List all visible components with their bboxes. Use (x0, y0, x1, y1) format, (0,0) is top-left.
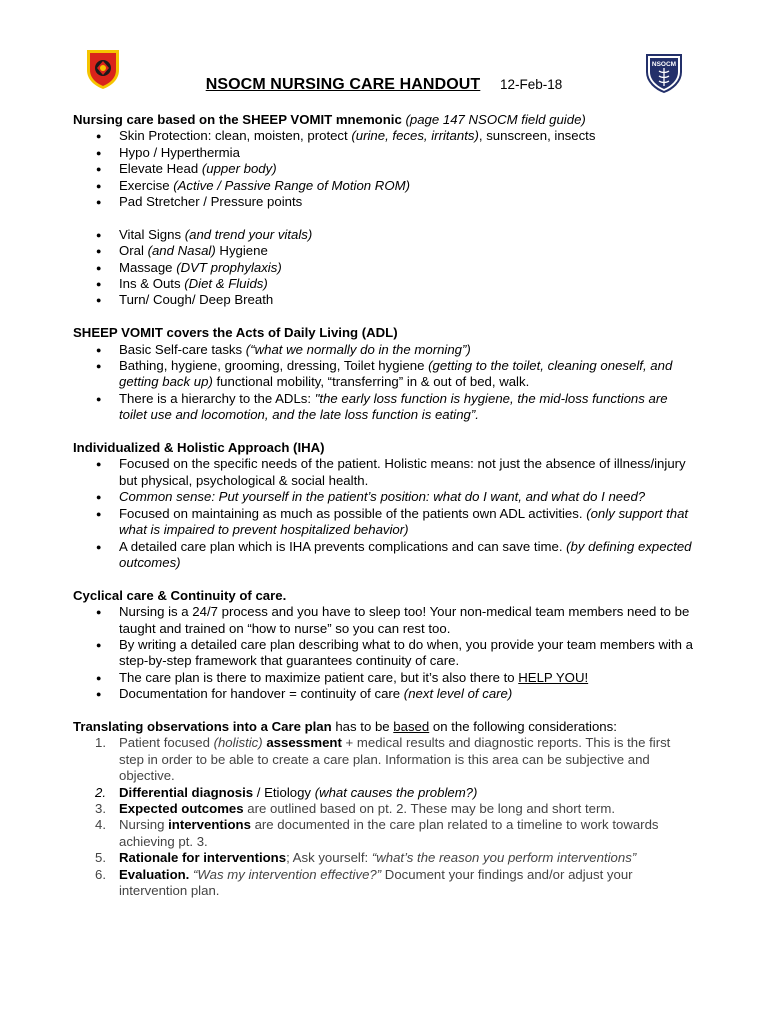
section-title: Nursing care based on the SHEEP VOMIT mnemonic (page 147 NSOCM field guide) (73, 112, 586, 127)
numbered-list (73, 735, 698, 899)
list-item: ● Common sense: Put yourself in the patient’s position: what do I want, and what do I need? (73, 489, 698, 505)
list-item: ● Nursing is a 24/7 process and you have to sleep too! Your non-medical team members need to be taught and trained on “how to nurse” so you can rest too. (73, 604, 698, 637)
section-title: Cyclical care & Continuity of care. (73, 587, 287, 603)
list-item: ● Ins & Outs (Diet & Fluids) (73, 276, 698, 292)
list-item: ● There is a hierarchy to the ADLs: "the early loss function is hygiene, the mid-loss functions are toilet use and locomotion, and the late loss function is eating”. (73, 391, 698, 424)
section-cyclical-care (73, 588, 698, 703)
list-item: 5. Rationale for interventions; Ask yourself: “what’s the reason you perform interventions” (95, 850, 637, 866)
list-item: 6. Evaluation. “Was my intervention effective?” Document your findings and/or adjust your intervention plan. (95, 866, 633, 899)
section-sheep-vomit (73, 112, 698, 309)
handout-header (0, 77, 768, 93)
list-item: ● Pad Stretcher / Pressure points (73, 194, 698, 210)
section-title: SHEEP VOMIT covers the Acts of Daily Living (ADL) (73, 325, 398, 341)
bullet-list (73, 227, 698, 309)
handout-date: 12-Feb-18 (499, 77, 563, 92)
list-item: ● A detailed care plan which is IHA prevents complications and can save time. (by defining expected outcomes) (73, 539, 698, 572)
list-item: ● Turn/ Cough/ Deep Breath (73, 292, 698, 308)
list-item: ● Skin Protection: clean, moisten, protect (urine, feces, irritants), sunscreen, insects (73, 128, 698, 144)
section-iha (73, 440, 698, 571)
list-item: ● Elevate Head (upper body) (73, 161, 698, 177)
bullet-list (73, 128, 698, 210)
section-title: Translating observations into a Care plan has to be based on the following considerations: (73, 718, 617, 734)
list-item: ● The care plan is there to maximize patient care, but it’s also there to HELP YOU! (73, 670, 698, 686)
nsocm-logo-text: NSOCM (651, 61, 677, 68)
list-item: ● Vital Signs (and trend your vitals) (73, 227, 698, 243)
bullet-list (73, 342, 698, 424)
list-item: ● Focused on the specific needs of the patient. Holistic means: not just the absence of illness/injury but physical, psychological & social health. (73, 456, 698, 489)
handout-content (73, 112, 698, 899)
list-item: ● Hypo / Hyperthermia (73, 145, 698, 161)
section-title: Individualized & Holistic Approach (IHA) (73, 440, 325, 456)
page-title: NSOCM NURSING CARE HANDOUT (205, 76, 481, 93)
list-item: ● Bathing, hygiene, grooming, dressing, Toilet hygiene (getting to the toilet, cleaning oneself, and getting back up) functional mobility, “transferring” in & out of bed, walk. (73, 358, 698, 391)
list-item: ● Basic Self-care tasks (“what we normally do in the morning”) (73, 342, 698, 358)
list-item: ● Focused on maintaining as much as possible of the patients own ADL activities. (only support that what is impaired to prevent hospitalized behavior) (73, 506, 698, 539)
bullet-list (73, 456, 698, 571)
list-item: 1. Patient focused (holistic) assessment + medical results and diagnostic reports. This is the first step in order to be able to create a care plan. Information is this area can be subjective and objective. (95, 735, 671, 784)
section-adl (73, 325, 698, 423)
section-care-plan (73, 719, 698, 899)
list-item: ● Oral (and Nasal) Hygiene (73, 243, 698, 259)
list-item: ● Exercise (Active / Passive Range of Motion ROM) (73, 178, 698, 194)
list-item: 4. Nursing interventions are documented in the care plan related to a timeline to work towards achieving pt. 3. (95, 817, 659, 849)
list-item: 3. Expected outcomes are outlined based on pt. 2. These may be long and short term. (95, 800, 616, 816)
bullet-list (73, 604, 698, 702)
list-item: 2. Differential diagnosis / Etiology (what causes the problem?) (95, 784, 478, 800)
list-item: ● Documentation for handover = continuity of care (next level of care) (73, 686, 698, 702)
list-item: ● Massage (DVT prophylaxis) (73, 260, 698, 276)
list-item: ● By writing a detailed care plan describing what to do when, you provide your team members with a step-by-step framework that guarantees continuity of care. (73, 637, 698, 670)
